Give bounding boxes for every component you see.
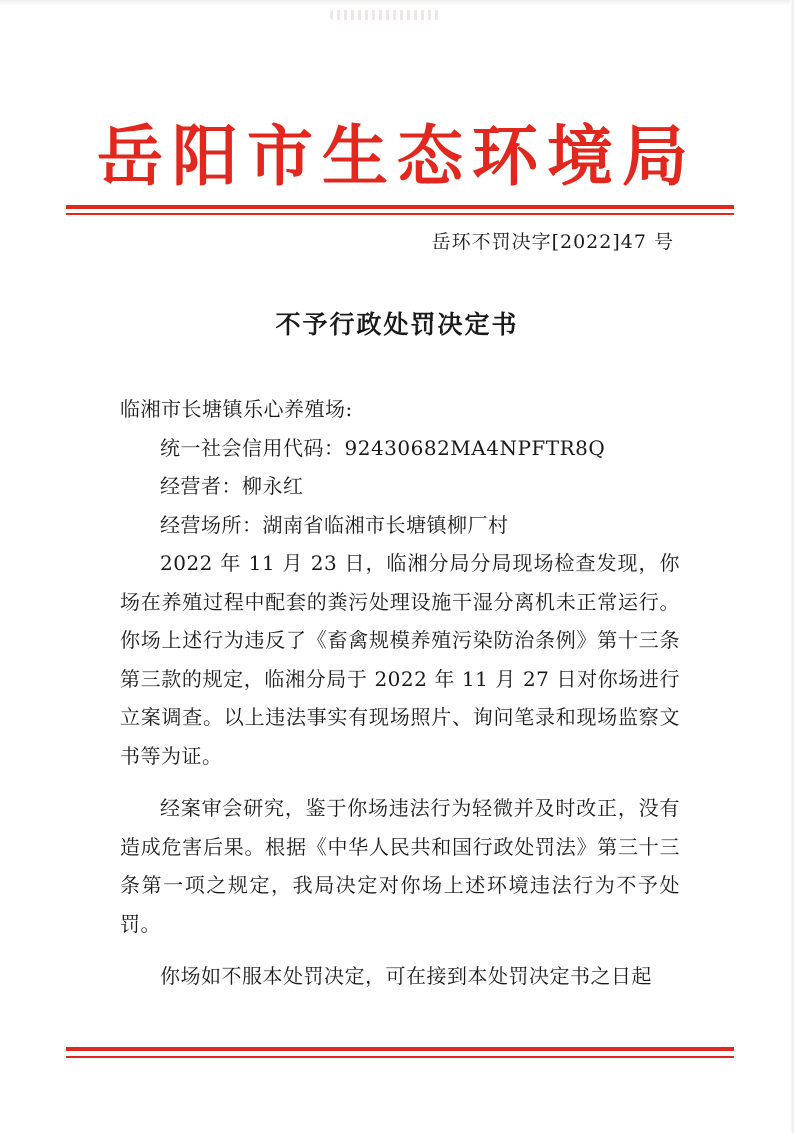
letterhead-rule-thin xyxy=(66,213,734,215)
document-body xyxy=(120,390,680,996)
paragraph-facts: 2022 年 11 月 23 日，临湘分局分局现场检查发现，你场在养殖过程中配套的粪污处理设施干湿分离机未正常运行。你场上述行为违反了《畜禽规模养殖污染防治条例》第十三条第三款的规定，临湘分局于 2022 年 11 月 27 日对你场进行立案调查。以上违法事实有现场照片、询问笔录和现场监察文书等为证。 xyxy=(120,551,680,768)
credit-code-line: 统一社会信用代码：92430682MA4NPFTR8Q xyxy=(160,435,606,460)
letterhead-org-name: 岳阳市生态环境局 xyxy=(97,117,697,195)
operator-line: 经营者：柳永红 xyxy=(160,474,304,498)
document-number: 岳环不罚决字[2022]47 号 xyxy=(431,231,674,253)
letterhead-rule-thick xyxy=(66,205,734,209)
footer-rule-thin xyxy=(66,1056,734,1058)
paragraph-appeal: 你场如不服本处罚决定，可在接到本处罚决定书之日起 xyxy=(160,964,652,988)
document-title: 不予行政处罚决定书 xyxy=(275,310,519,339)
recipient-line: 临湘市长塘镇乐心养殖场: xyxy=(120,397,353,421)
location-line: 经营场所：湖南省临湘市长塘镇柳厂村 xyxy=(160,512,509,537)
scan-edge-top xyxy=(0,0,794,6)
paragraph-decision: 经案审会研究，鉴于你场违法行为轻微并及时改正，没有造成危害后果。根据《中华人民共和国行政处罚法》第三十三条第一项之规定，我局决定对你场上述环境违法行为不予处罚。 xyxy=(120,796,680,936)
footer-rule-thick xyxy=(66,1047,734,1051)
scan-mark xyxy=(330,10,440,20)
scan-edge-right xyxy=(790,0,794,1133)
